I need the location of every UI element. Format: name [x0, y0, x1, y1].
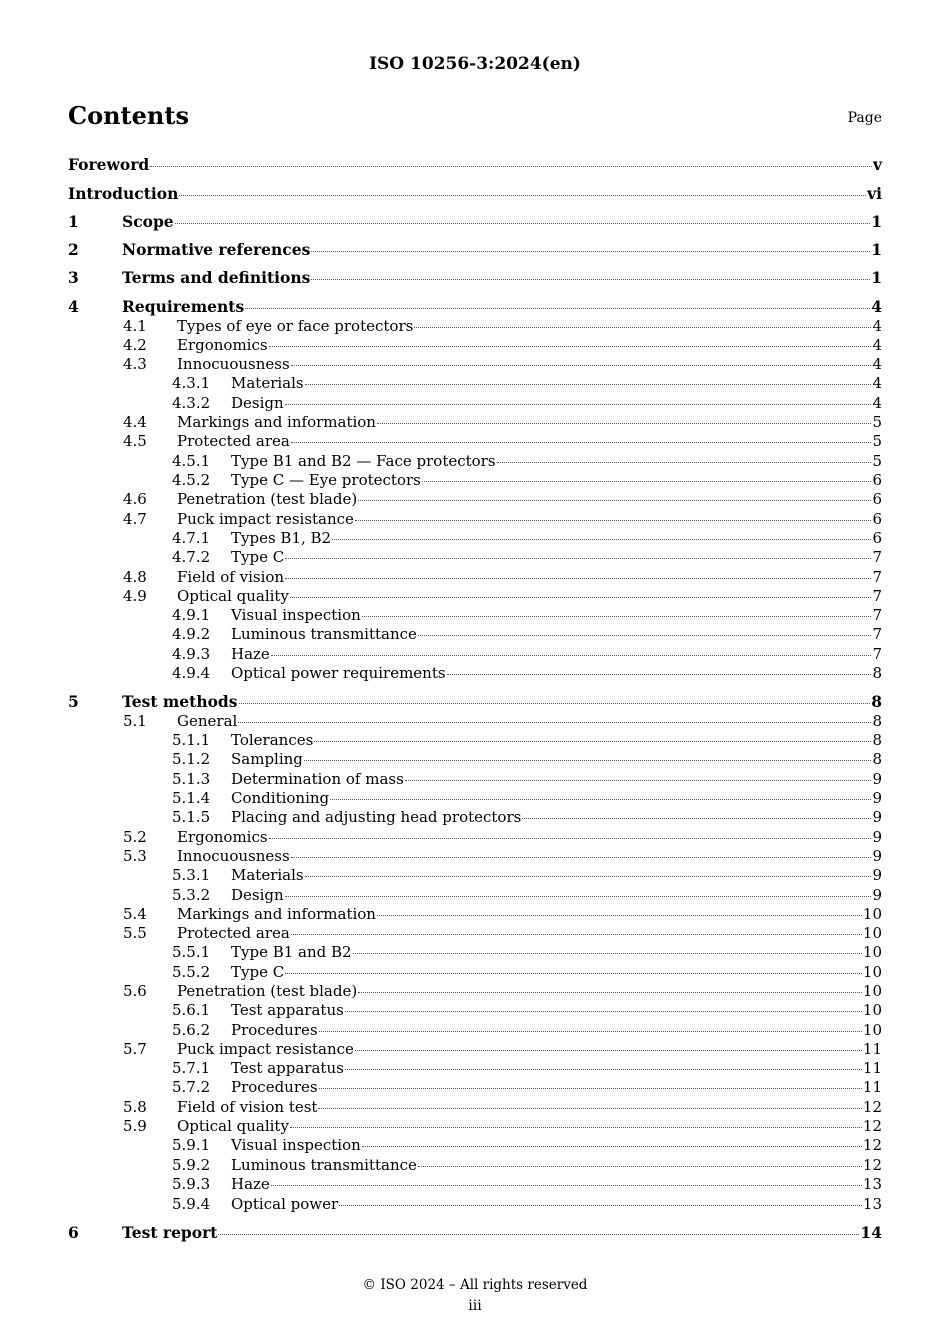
dot-leader	[285, 558, 871, 559]
dot-leader	[405, 780, 872, 781]
page-column-label: Page	[847, 110, 882, 126]
toc-entry-page[interactable]: 8	[871, 692, 882, 711]
toc-entry-page[interactable]: 7	[872, 568, 882, 586]
toc-entry-number: 4.9.1	[172, 606, 211, 624]
toc-entry-page[interactable]: 1	[871, 240, 882, 259]
toc-entry-page[interactable]: 4	[872, 336, 882, 354]
toc-entry-page[interactable]: 8	[872, 731, 882, 749]
toc-entry-title[interactable]: Requirements	[122, 297, 245, 316]
toc-entry[interactable]	[68, 1175, 882, 1193]
toc-entry-number: 5.1.3	[172, 770, 211, 788]
toc-entry-page[interactable]: 11	[862, 1040, 882, 1058]
dot-leader	[355, 520, 872, 521]
toc-entry-title[interactable]: Optical quality	[177, 587, 289, 605]
toc-entry-page[interactable]: 9	[872, 886, 882, 904]
dot-leader	[285, 973, 862, 974]
toc-entry-title[interactable]: Type B1 and B2 — Face protectors	[231, 452, 496, 470]
dot-leader	[362, 1146, 862, 1147]
toc-entry[interactable]	[68, 297, 882, 316]
toc-entry-title[interactable]: Ergonomics	[177, 336, 268, 354]
toc-entry-page[interactable]: 9	[872, 789, 882, 807]
toc-entry[interactable]	[68, 394, 882, 412]
toc-entry[interactable]	[68, 548, 882, 566]
toc-entry-page[interactable]: 4	[872, 394, 882, 412]
toc-entry-title[interactable]: Tolerances	[231, 731, 314, 749]
toc-entry-number: 4.7.2	[172, 548, 211, 566]
dot-leader	[269, 838, 872, 839]
toc-entry-number: 5.9.4	[172, 1195, 211, 1213]
toc-entry[interactable]	[68, 905, 882, 923]
toc-entry-number: 5.3	[123, 847, 147, 865]
toc-entry-number: 5.7.1	[172, 1059, 211, 1077]
toc-entry-number: 4.7.1	[172, 529, 211, 547]
toc-entry-page[interactable]: vi	[867, 184, 882, 203]
toc-entry-number: 5.2	[123, 828, 147, 846]
toc-entry-page[interactable]: 5	[872, 452, 882, 470]
toc-entry-title[interactable]: Sampling	[231, 750, 303, 768]
dot-leader	[285, 896, 872, 897]
dot-leader	[319, 1031, 862, 1032]
toc-entry-page[interactable]: 12	[862, 1117, 882, 1135]
dot-leader	[447, 674, 872, 675]
dot-leader	[330, 799, 871, 800]
toc-entry-title[interactable]: Haze	[231, 645, 270, 663]
toc-entry-title[interactable]: Introduction	[68, 184, 179, 203]
copyright-footer: © ISO 2024 – All rights reserved	[362, 1277, 588, 1293]
toc-entry-page[interactable]: 10	[862, 1001, 882, 1019]
toc-entry-page[interactable]: 10	[862, 963, 882, 981]
toc-entry-page[interactable]: 8	[872, 664, 882, 682]
dot-leader	[345, 1069, 862, 1070]
toc-entry-title[interactable]: Haze	[231, 1175, 270, 1193]
dot-leader	[175, 223, 871, 224]
toc-entry[interactable]	[68, 866, 882, 884]
toc-entry-number: 4.4	[123, 413, 147, 431]
toc-entry-number: 4.2	[123, 336, 147, 354]
toc-entry-page[interactable]: 1	[871, 212, 882, 231]
dot-leader	[179, 195, 866, 196]
toc-entry-title[interactable]: Design	[231, 886, 284, 904]
toc-entry-number: 5.3.1	[172, 866, 211, 884]
toc-entry[interactable]	[68, 1223, 882, 1242]
toc-entry[interactable]	[68, 587, 882, 605]
toc-entry-number: 4.3.2	[172, 394, 211, 412]
dot-leader	[239, 703, 871, 704]
toc-entry-title[interactable]: Procedures	[231, 1021, 318, 1039]
toc-entry-title[interactable]: Visual inspection	[231, 1136, 361, 1154]
dot-leader	[311, 279, 870, 280]
dot-leader	[418, 1166, 862, 1167]
toc-entry[interactable]	[68, 184, 882, 203]
dot-leader	[522, 818, 871, 819]
dot-leader	[358, 500, 871, 501]
toc-entry[interactable]	[68, 943, 882, 961]
dot-leader	[353, 953, 862, 954]
toc-entry-title[interactable]: Conditioning	[231, 789, 330, 807]
toc-entry[interactable]	[68, 510, 882, 528]
dot-leader	[285, 404, 872, 405]
toc-entry-number: 4.5.2	[172, 471, 211, 489]
dot-leader	[377, 915, 862, 916]
toc-entry-title[interactable]: Puck impact resistance	[177, 510, 354, 528]
toc-entry-number: 2	[68, 240, 79, 259]
toc-entry-page[interactable]: 6	[872, 471, 882, 489]
toc-entry-page[interactable]: v	[872, 155, 882, 174]
toc-entry-page[interactable]: 5	[872, 413, 882, 431]
toc-entry-page[interactable]: 9	[872, 828, 882, 846]
dot-leader	[269, 346, 872, 347]
toc-entry[interactable]	[68, 731, 882, 749]
toc-entry[interactable]	[68, 750, 882, 768]
toc-entry-title[interactable]: Test report	[122, 1223, 218, 1242]
toc-entry-title[interactable]: Innocuousness	[177, 847, 290, 865]
toc-entry[interactable]	[68, 268, 882, 287]
toc-entry[interactable]	[68, 625, 882, 643]
toc-entry[interactable]	[68, 770, 882, 788]
toc-entry-title[interactable]: Innocuousness	[177, 355, 290, 373]
dot-leader	[497, 462, 872, 463]
toc-entry[interactable]	[68, 692, 882, 711]
toc-entry[interactable]	[68, 1021, 882, 1039]
dot-leader	[291, 442, 872, 443]
dot-leader	[339, 1205, 862, 1206]
toc-entry-title[interactable]: Luminous transmittance	[231, 1156, 417, 1174]
toc-entry-title[interactable]: Foreword	[68, 155, 150, 174]
toc-entry[interactable]	[68, 1078, 882, 1096]
toc-entry-number: 4.9.2	[172, 625, 211, 643]
toc-entry-number: 4.5	[123, 432, 147, 450]
toc-entry-page[interactable]: 4	[872, 317, 882, 335]
toc-entry-number: 5.1.4	[172, 789, 211, 807]
toc-entry[interactable]	[68, 432, 882, 450]
toc-entry-page[interactable]: 6	[872, 510, 882, 528]
toc-entry-number: 4.3.1	[172, 374, 211, 392]
toc-entry[interactable]	[68, 336, 882, 354]
toc-entry-title[interactable]: Type C — Eye protectors	[231, 471, 421, 489]
dot-leader	[238, 722, 871, 723]
toc-entry-title[interactable]: Optical power	[231, 1195, 339, 1213]
toc-entry-title[interactable]: Type C	[231, 548, 285, 566]
toc-entry[interactable]	[68, 645, 882, 663]
toc-entry-title[interactable]: Optical power requirements	[231, 664, 446, 682]
dot-leader	[291, 857, 872, 858]
toc-entry-title[interactable]: Types B1, B2	[231, 529, 332, 547]
toc-entry-page[interactable]: 7	[872, 645, 882, 663]
toc-entry[interactable]	[68, 452, 882, 470]
toc-entry-page[interactable]: 7	[872, 548, 882, 566]
dot-leader	[304, 760, 872, 761]
toc-entry-title[interactable]: Test apparatus	[231, 1059, 344, 1077]
toc-entry[interactable]	[68, 712, 882, 730]
toc-entry-page[interactable]: 4	[871, 297, 882, 316]
toc-entry[interactable]	[68, 886, 882, 904]
toc-entry-number: 4.5.1	[172, 452, 211, 470]
toc-entry[interactable]	[68, 1195, 882, 1213]
toc-entry-number: 5	[68, 692, 79, 711]
toc-entry-title[interactable]: Type C	[231, 963, 285, 981]
toc-entry-title[interactable]: Test methods	[122, 692, 238, 711]
dot-leader	[285, 578, 871, 579]
dot-leader	[377, 423, 871, 424]
toc-entry-page[interactable]: 13	[862, 1175, 882, 1193]
toc-entry-page[interactable]: 11	[862, 1059, 882, 1077]
toc-entry-title[interactable]: Materials	[231, 374, 304, 392]
toc-entry-title[interactable]: Field of vision test	[177, 1098, 318, 1116]
toc-entry-title[interactable]: Procedures	[231, 1078, 318, 1096]
dot-leader	[314, 741, 871, 742]
toc-entry[interactable]	[68, 1117, 882, 1135]
dot-leader	[291, 934, 862, 935]
dot-leader	[290, 597, 872, 598]
toc-entry[interactable]	[68, 490, 882, 508]
toc-entry-number: 5.9.3	[172, 1175, 211, 1193]
toc-entry[interactable]	[68, 374, 882, 392]
toc-entry[interactable]	[68, 1001, 882, 1019]
toc-entry-number: 4.9	[123, 587, 147, 605]
dot-leader	[305, 876, 872, 877]
toc-entry-page[interactable]: 5	[872, 432, 882, 450]
toc-entry-page[interactable]: 9	[872, 847, 882, 865]
dot-leader	[319, 1088, 862, 1089]
toc-entry-number: 5.1	[123, 712, 147, 730]
toc-entry-number: 3	[68, 268, 79, 287]
toc-entry-number: 6	[68, 1223, 79, 1242]
dot-leader	[362, 616, 872, 617]
toc-entry-page[interactable]: 6	[872, 490, 882, 508]
toc-entry-page[interactable]: 12	[862, 1098, 882, 1116]
dot-leader	[218, 1234, 859, 1235]
toc-entry-number: 5.5	[123, 924, 147, 942]
toc-entry-number: 4.3	[123, 355, 147, 373]
toc-entry-title[interactable]: Type B1 and B2	[231, 943, 352, 961]
toc-entry[interactable]	[68, 789, 882, 807]
toc-entry-title[interactable]: Scope	[122, 212, 174, 231]
toc-entry-number: 5.1.1	[172, 731, 211, 749]
toc-entry-page[interactable]: 7	[872, 625, 882, 643]
toc-entry-number: 5.5.2	[172, 963, 211, 981]
toc-entry-page[interactable]: 7	[872, 587, 882, 605]
toc-entry-number: 5.4	[123, 905, 147, 923]
toc-entry-title[interactable]: Ergonomics	[177, 828, 268, 846]
dot-leader	[290, 1127, 862, 1128]
toc-entry-page[interactable]: 11	[862, 1078, 882, 1096]
dot-leader	[414, 327, 871, 328]
page-number: iii	[468, 1298, 482, 1314]
toc-entry-page[interactable]: 10	[862, 905, 882, 923]
toc-entry[interactable]	[68, 529, 882, 547]
toc-entry-number: 5.1.5	[172, 808, 211, 826]
toc-entry-title[interactable]: Field of vision	[177, 568, 285, 586]
toc-entry-page[interactable]: 1	[871, 268, 882, 287]
toc-entry[interactable]	[68, 155, 882, 174]
toc-entry-number: 5.6.2	[172, 1021, 211, 1039]
toc-entry-page[interactable]: 13	[862, 1195, 882, 1213]
toc-entry-title[interactable]: Normative references	[122, 240, 311, 259]
toc-entry[interactable]	[68, 982, 882, 1000]
toc-entry-page[interactable]: 4	[872, 355, 882, 373]
toc-entry[interactable]	[68, 317, 882, 335]
dot-leader	[355, 1050, 862, 1051]
toc-entry[interactable]	[68, 1059, 882, 1077]
dot-leader	[271, 655, 872, 656]
toc-entry[interactable]	[68, 606, 882, 624]
toc-entry[interactable]	[68, 568, 882, 586]
toc-entry[interactable]	[68, 1136, 882, 1154]
toc-entry-page[interactable]: 9	[872, 770, 882, 788]
toc-entry-page[interactable]: 7	[872, 606, 882, 624]
dot-leader	[311, 251, 870, 252]
toc-entry-page[interactable]: 12	[862, 1156, 882, 1174]
toc-entry-number: 5.6	[123, 982, 147, 1000]
toc-entry-number: 5.8	[123, 1098, 147, 1116]
toc-entry-number: 4.9.3	[172, 645, 211, 663]
toc-entry-title[interactable]: General	[177, 712, 238, 730]
toc-entry-number: 5.6.1	[172, 1001, 211, 1019]
dot-leader	[422, 481, 872, 482]
dot-leader	[358, 992, 862, 993]
toc-entry-title[interactable]: Determination of mass	[231, 770, 404, 788]
toc-entry-page[interactable]: 6	[872, 529, 882, 547]
toc-entry-title[interactable]: Design	[231, 394, 284, 412]
toc-entry-number: 5.3.2	[172, 886, 211, 904]
toc-entry-page[interactable]: 9	[872, 866, 882, 884]
toc-entry[interactable]	[68, 664, 882, 682]
dot-leader	[305, 384, 872, 385]
toc-entry-title[interactable]: Luminous transmittance	[231, 625, 417, 643]
toc-entry[interactable]	[68, 212, 882, 231]
dot-leader	[245, 308, 870, 309]
toc-entry[interactable]	[68, 828, 882, 846]
toc-entry[interactable]	[68, 471, 882, 489]
toc-entry-title[interactable]: Penetration (test blade)	[177, 490, 358, 508]
toc-entry-number: 1	[68, 212, 79, 231]
toc-entry[interactable]	[68, 355, 882, 373]
toc-entry-number: 5.1.2	[172, 750, 211, 768]
toc-entry-page[interactable]: 14	[860, 1223, 882, 1242]
toc-entry-title[interactable]: Markings and information	[177, 413, 376, 431]
toc-entry[interactable]	[68, 924, 882, 942]
toc-entry-number: 5.9	[123, 1117, 147, 1135]
toc-entry-page[interactable]: 9	[872, 808, 882, 826]
toc-entry-number: 4.6	[123, 490, 147, 508]
document-id-header: ISO 10256-3:2024(en)	[369, 54, 581, 74]
toc-entry-number: 4.7	[123, 510, 147, 528]
contents-title: Contents	[68, 101, 189, 130]
toc-entry[interactable]	[68, 1040, 882, 1058]
toc-entry-title[interactable]: Materials	[231, 866, 304, 884]
dot-leader	[418, 635, 872, 636]
toc-entry-number: 5.7.2	[172, 1078, 211, 1096]
toc-entry-number: 4.1	[123, 317, 147, 335]
toc-entry[interactable]	[68, 847, 882, 865]
dot-leader	[345, 1011, 862, 1012]
toc-entry-page[interactable]: 8	[872, 750, 882, 768]
toc-entry-title[interactable]: Terms and definitions	[122, 268, 311, 287]
toc-entry-page[interactable]: 10	[862, 1021, 882, 1039]
toc-entry-number: 5.7	[123, 1040, 147, 1058]
toc-entry-page[interactable]: 10	[862, 943, 882, 961]
toc-entry-number: 5.5.1	[172, 943, 211, 961]
dot-leader	[291, 365, 872, 366]
toc-entry-title[interactable]: Placing and adjusting head protectors	[231, 808, 522, 826]
toc-entry-title[interactable]: Puck impact resistance	[177, 1040, 354, 1058]
toc-entry-number: 4	[68, 297, 79, 316]
toc-entry-page[interactable]: 12	[862, 1136, 882, 1154]
dot-leader	[332, 539, 871, 540]
toc-entry[interactable]	[68, 963, 882, 981]
toc-entry[interactable]	[68, 808, 882, 826]
toc-entry-title[interactable]: Visual inspection	[231, 606, 361, 624]
toc-entry[interactable]	[68, 240, 882, 259]
toc-entry-title[interactable]: Optical quality	[177, 1117, 289, 1135]
toc-entry-number: 4.9.4	[172, 664, 211, 682]
dot-leader	[271, 1185, 862, 1186]
toc-entry-number: 5.9.1	[172, 1136, 211, 1154]
toc-entry-title[interactable]: Types of eye or face protectors	[177, 317, 414, 335]
toc-entry[interactable]	[68, 1156, 882, 1174]
toc-entry-title[interactable]: Protected area	[177, 924, 290, 942]
toc-entry-page[interactable]: 8	[872, 712, 882, 730]
toc-entry-page[interactable]: 4	[872, 374, 882, 392]
toc-entry[interactable]	[68, 413, 882, 431]
toc-entry-title[interactable]: Test apparatus	[231, 1001, 344, 1019]
toc-entry-page[interactable]: 10	[862, 924, 882, 942]
toc-entry-page[interactable]: 10	[862, 982, 882, 1000]
toc-entry-number: 5.9.2	[172, 1156, 211, 1174]
toc-entry-title[interactable]: Markings and information	[177, 905, 376, 923]
toc-entry-title[interactable]: Protected area	[177, 432, 290, 450]
toc-entry[interactable]	[68, 1098, 882, 1116]
dot-leader	[318, 1108, 861, 1109]
toc-entry-title[interactable]: Penetration (test blade)	[177, 982, 358, 1000]
toc-entry-number: 4.8	[123, 568, 147, 586]
dot-leader	[150, 166, 872, 167]
